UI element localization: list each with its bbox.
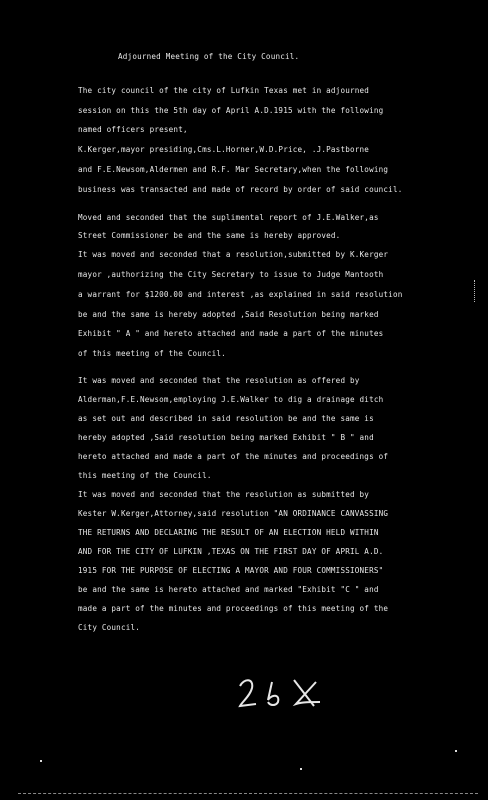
text-line: hereby adopted ,Said resolution being marked Exhibit " B " and xyxy=(78,433,374,442)
scan-speck xyxy=(40,760,42,762)
text-line: of this meeting of the Council. xyxy=(78,349,226,358)
text-line: be and the same is hereto attached and marked "Exhibit "C " and xyxy=(78,585,379,594)
text-line: It was moved and seconded that a resolution,submitted by K.Kerger xyxy=(78,250,389,259)
scan-speck xyxy=(300,768,302,770)
text-line: this meeting of the Council. xyxy=(78,471,212,480)
text-line: Alderman,F.E.Newsom,employing J.E.Walker to dig a drainage ditch xyxy=(78,395,384,404)
margin-mark xyxy=(474,280,478,302)
text-line: City Council. xyxy=(78,623,141,632)
text-line: It was moved and seconded that the resolution as submitted by xyxy=(78,490,370,499)
text-line: Street Commissioner be and the same is hereby approved. xyxy=(78,231,341,240)
text-line: Exhibit " A " and hereto attached and made a part of the minutes xyxy=(78,329,384,338)
text-line: be and the same is hereby adopted ,Said Resolution being marked xyxy=(78,310,379,319)
text-line: as set out and described in said resolution be and the same is xyxy=(78,414,374,423)
text-line: K.Kerger,mayor presiding,Cms.L.Horner,W.D.Price, .J.Pastborne xyxy=(78,145,370,154)
text-line: It was moved and seconded that the resolution as offered by xyxy=(78,376,360,385)
text-line: session on this the 5th day of April A.D.1915 with the following xyxy=(78,106,384,115)
text-line: mayor ,authorizing the City Secretary to issue to Judge Mantooth xyxy=(78,270,384,279)
text-line: 1915 FOR THE PURPOSE OF ELECTING A MAYOR AND FOUR COMMISSIONERS" xyxy=(78,566,384,575)
text-line: Kester W.Kerger,Attorney,said resolution "AN ORDINANCE CANVASSING xyxy=(78,509,389,518)
text-line: named officers present, xyxy=(78,125,188,134)
text-line: made a part of the minutes and proceedings of this meeting of the xyxy=(78,604,389,613)
text-line: Moved and seconded that the suplimental report of J.E.Walker,as xyxy=(78,213,379,222)
text-line: The city council of the city of Lufkin Texas met in adjourned xyxy=(78,86,370,95)
text-line: and F.E.Newsom,Aldermen and R.F. Mar Secretary,when the following xyxy=(78,165,389,174)
text-line: a warrant for $1200.00 and interest ,as explained in said resolution xyxy=(78,290,403,299)
text-line: AND FOR THE CITY OF LUFKIN ,TEXAS ON THE FIRST DAY OF APRIL A.D. xyxy=(78,547,384,556)
text-line: hereto attached and made a part of the minutes and proceedings of xyxy=(78,452,389,461)
text-line: business was transacted and made of record by order of said council. xyxy=(78,185,403,194)
scan-speck xyxy=(455,750,457,752)
bottom-edge-rule xyxy=(18,793,478,796)
handwritten-signature xyxy=(236,672,336,712)
text-line: THE RETURNS AND DECLARING THE RESULT OF AN ELECTION HELD WITHIN xyxy=(78,528,379,537)
document-title: Adjourned Meeting of the City Council. xyxy=(118,52,300,61)
